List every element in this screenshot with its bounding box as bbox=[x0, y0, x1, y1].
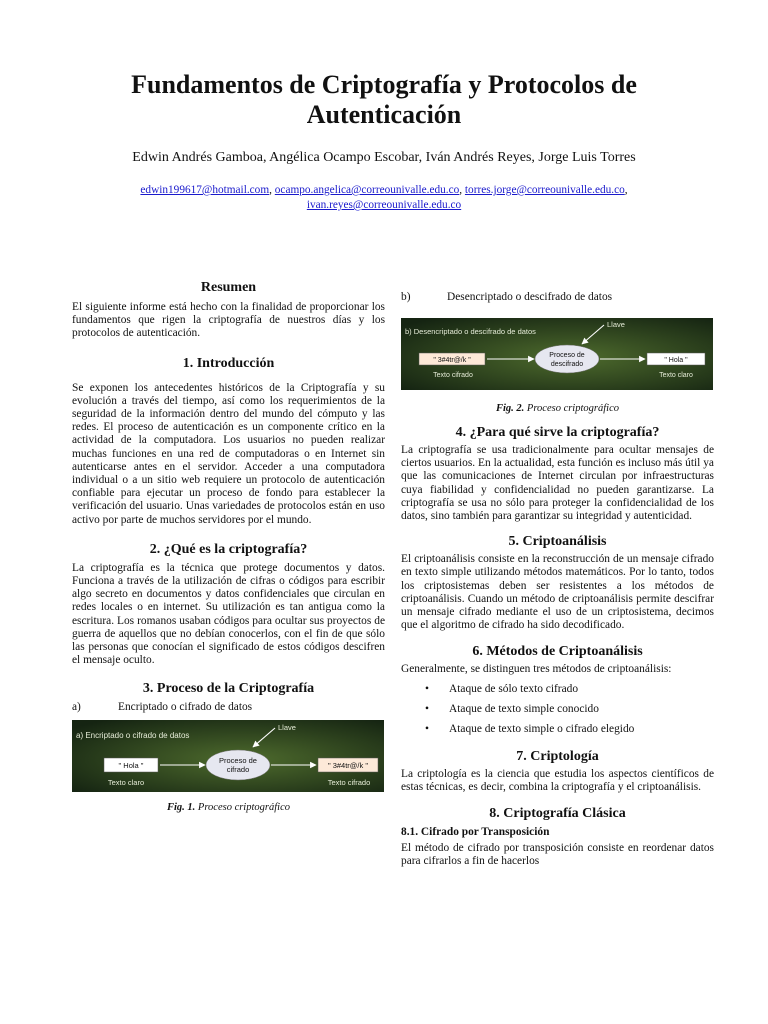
section-text: El método de cifrado por transposición consiste en reordenar datos para cifrarlos a fin de hacerlos bbox=[401, 842, 714, 868]
output-label: Texto cifrado bbox=[327, 778, 371, 788]
section-text: La criptografía se usa tradicionalmente para ocultar mensajes de ciertos usuarios. En la actualidad, esta función es incluso más útil ya que las comunicaciones de Internet circulan por infraestructuras cuya fiabilidad y confidencialidad no pueden garantizarse. La criptografía se usa no sólo para proteger la confidencialidad de los datos, sino también para garantizar su integridad y autenticidad. bbox=[401, 444, 714, 523]
email-list: edwin199617@hotmail.com, ocampo.angelica@correounivalle.edu.co, torres.jorge@correounivalle.edu.co, ivan.reyes@correounivalle.edu.co bbox=[140, 184, 628, 211]
email-link[interactable]: ocampo.angelica@correounivalle.edu.co bbox=[274, 184, 460, 196]
section-heading: 7. Criptología bbox=[516, 748, 599, 764]
resumen-heading: Resumen bbox=[200, 280, 257, 295]
author-list: Edwin Andrés Gamboa, Angélica Ocampo Escobar, Iván Andrés Reyes, Jorge Luis Torres bbox=[132, 150, 636, 165]
process-node bbox=[535, 345, 599, 373]
subsection-heading: 8.1. Cifrado por Transposición bbox=[401, 826, 550, 839]
output-label: Texto claro bbox=[659, 372, 693, 379]
figure-caption-label: Fig. 2. bbox=[496, 403, 525, 414]
list-item-text: Ataque de texto simple conocido bbox=[449, 702, 599, 715]
list-marker: b) bbox=[401, 291, 411, 303]
list-item bbox=[401, 679, 714, 699]
list-item bbox=[72, 700, 385, 714]
list-item bbox=[401, 290, 714, 304]
figure-caption bbox=[72, 802, 385, 813]
email-link[interactable]: ivan.reyes@correounivalle.edu.co bbox=[306, 199, 462, 211]
section-text: Generalmente, se distinguen tres métodos de criptoanálisis: bbox=[401, 663, 672, 676]
email-link[interactable]: torres.jorge@correounivalle.edu.co bbox=[464, 184, 625, 196]
key-label: Llave bbox=[607, 320, 625, 329]
list-item bbox=[401, 719, 714, 739]
input-label: Texto claro bbox=[107, 778, 145, 788]
left-column bbox=[72, 280, 385, 813]
section-heading: 8. Criptografía Clásica bbox=[489, 806, 626, 822]
process-text: Proceso de bbox=[219, 756, 257, 766]
figure-decryption-diagram bbox=[401, 311, 713, 397]
process-text: cifrado bbox=[226, 765, 250, 775]
section-heading: 1. Introducción bbox=[182, 355, 275, 371]
key-label: Llave bbox=[278, 723, 296, 733]
figure-title: a) Encriptado o cifrado de datos bbox=[76, 731, 190, 741]
methods-list bbox=[401, 679, 714, 739]
process-text: Proceso de bbox=[549, 352, 585, 359]
section-text: El criptoanálisis consiste en la reconstrucción de un mensaje cifrado en texto simple utilizando métodos matemáticos. Por lo tanto, todos los criptosistemas deben ser resistentes a los métodos de criptoanálisis. Cuando un método de criptoanálisis permite descifrar un mensaje cifrado mediante el uso de un criptosistema, decimos que el algoritmo de cifrado ha sido decodificado. bbox=[401, 553, 714, 632]
output-text: " Hola " bbox=[664, 357, 688, 364]
figure-caption-text: Proceso criptográfico bbox=[197, 802, 290, 814]
process-text: descifrado bbox=[550, 361, 584, 368]
resumen-text: El siguiente informe está hecho con la finalidad de proporcionar los fundamentos que rigen la criptografía de nuestros días y los protocolos de autenticación. bbox=[72, 301, 385, 340]
right-column bbox=[401, 290, 714, 868]
bullet-icon: • bbox=[425, 702, 429, 715]
input-text: " Hola " bbox=[118, 761, 144, 771]
section-heading: 6. Métodos de Criptoanálisis bbox=[472, 644, 643, 660]
email-link[interactable]: edwin199617@hotmail.com bbox=[140, 184, 270, 196]
figure-encryption-diagram bbox=[72, 720, 384, 792]
bullet-icon: • bbox=[425, 722, 429, 735]
input-label: Texto cifrado bbox=[433, 372, 473, 379]
section-text: La criptología es la ciencia que estudia los aspectos científicos de estas técnicas, es decir, combina la criptografía y el criptoanálisis. bbox=[401, 767, 714, 793]
figure-caption bbox=[401, 403, 714, 414]
section-text: Se exponen los antecedentes históricos de la Criptografía y su evolución a través del tiempo, así como los requerimientos de la seguridad de la información dentro del mundo del cómputo y las redes. El proceso de autenticación es un componente crítico en la actividad de la computadora. Los usuarios no pueden realizar muchas funciones en una red de computadoras o en Internet sin autenticarse antes en el servidor. Acceder a una computadora individual o a un sitio web requiere un protocolo de autenticación confiable para ejecutar un proceso de fondo para establecer la verificación del usuario. Unas variedades de protocolos están en uso activo por parte de muchos servidores por el mundo. bbox=[72, 381, 385, 526]
section-text: La criptografía es la técnica que protege documentos y datos. Funciona a través de la utilización de cifras o códigos para escribir algo secreto en documentos y datos confidenciales que circulan en redes locales o en internet. Su utilización es tan antigua como la escritura. Los romanos usaban códigos para ocultar sus proyectos de guerra de aquellos que no debían conocerlos, con el fin de que sólo las personas que conocían el significado de estos códigos descifren el mensaje oculto. bbox=[72, 561, 385, 667]
list-marker: a) bbox=[72, 701, 81, 714]
list-item-text: Ataque de sólo texto cifrado bbox=[449, 682, 579, 695]
input-text: " 3#4tr@/k " bbox=[433, 357, 471, 364]
section-heading: 4. ¿Para qué sirve la criptografía? bbox=[455, 425, 660, 440]
paper-title: Fundamentos de Criptografía y Protocolos de Autenticación bbox=[131, 70, 637, 129]
figure-caption-label: Fig. 1. bbox=[167, 802, 196, 814]
section-heading: 5. Criptoanálisis bbox=[508, 534, 607, 550]
figure-title: b) Desencriptado o descifrado de datos bbox=[405, 327, 536, 336]
list-item bbox=[401, 699, 714, 719]
bullet-icon: • bbox=[425, 682, 429, 695]
list-item-text: Encriptado o cifrado de datos bbox=[118, 701, 253, 714]
list-item-text: Ataque de texto simple o cifrado elegido bbox=[449, 722, 635, 735]
list-item-text: Desencriptado o descifrado de datos bbox=[447, 291, 613, 303]
output-text: " 3#4tr@/k " bbox=[327, 761, 369, 771]
figure-caption-text: Proceso criptográfico bbox=[526, 403, 619, 414]
section-heading: 2. ¿Qué es la criptografía? bbox=[149, 541, 308, 557]
section-heading: 3. Proceso de la Criptografía bbox=[142, 681, 315, 697]
